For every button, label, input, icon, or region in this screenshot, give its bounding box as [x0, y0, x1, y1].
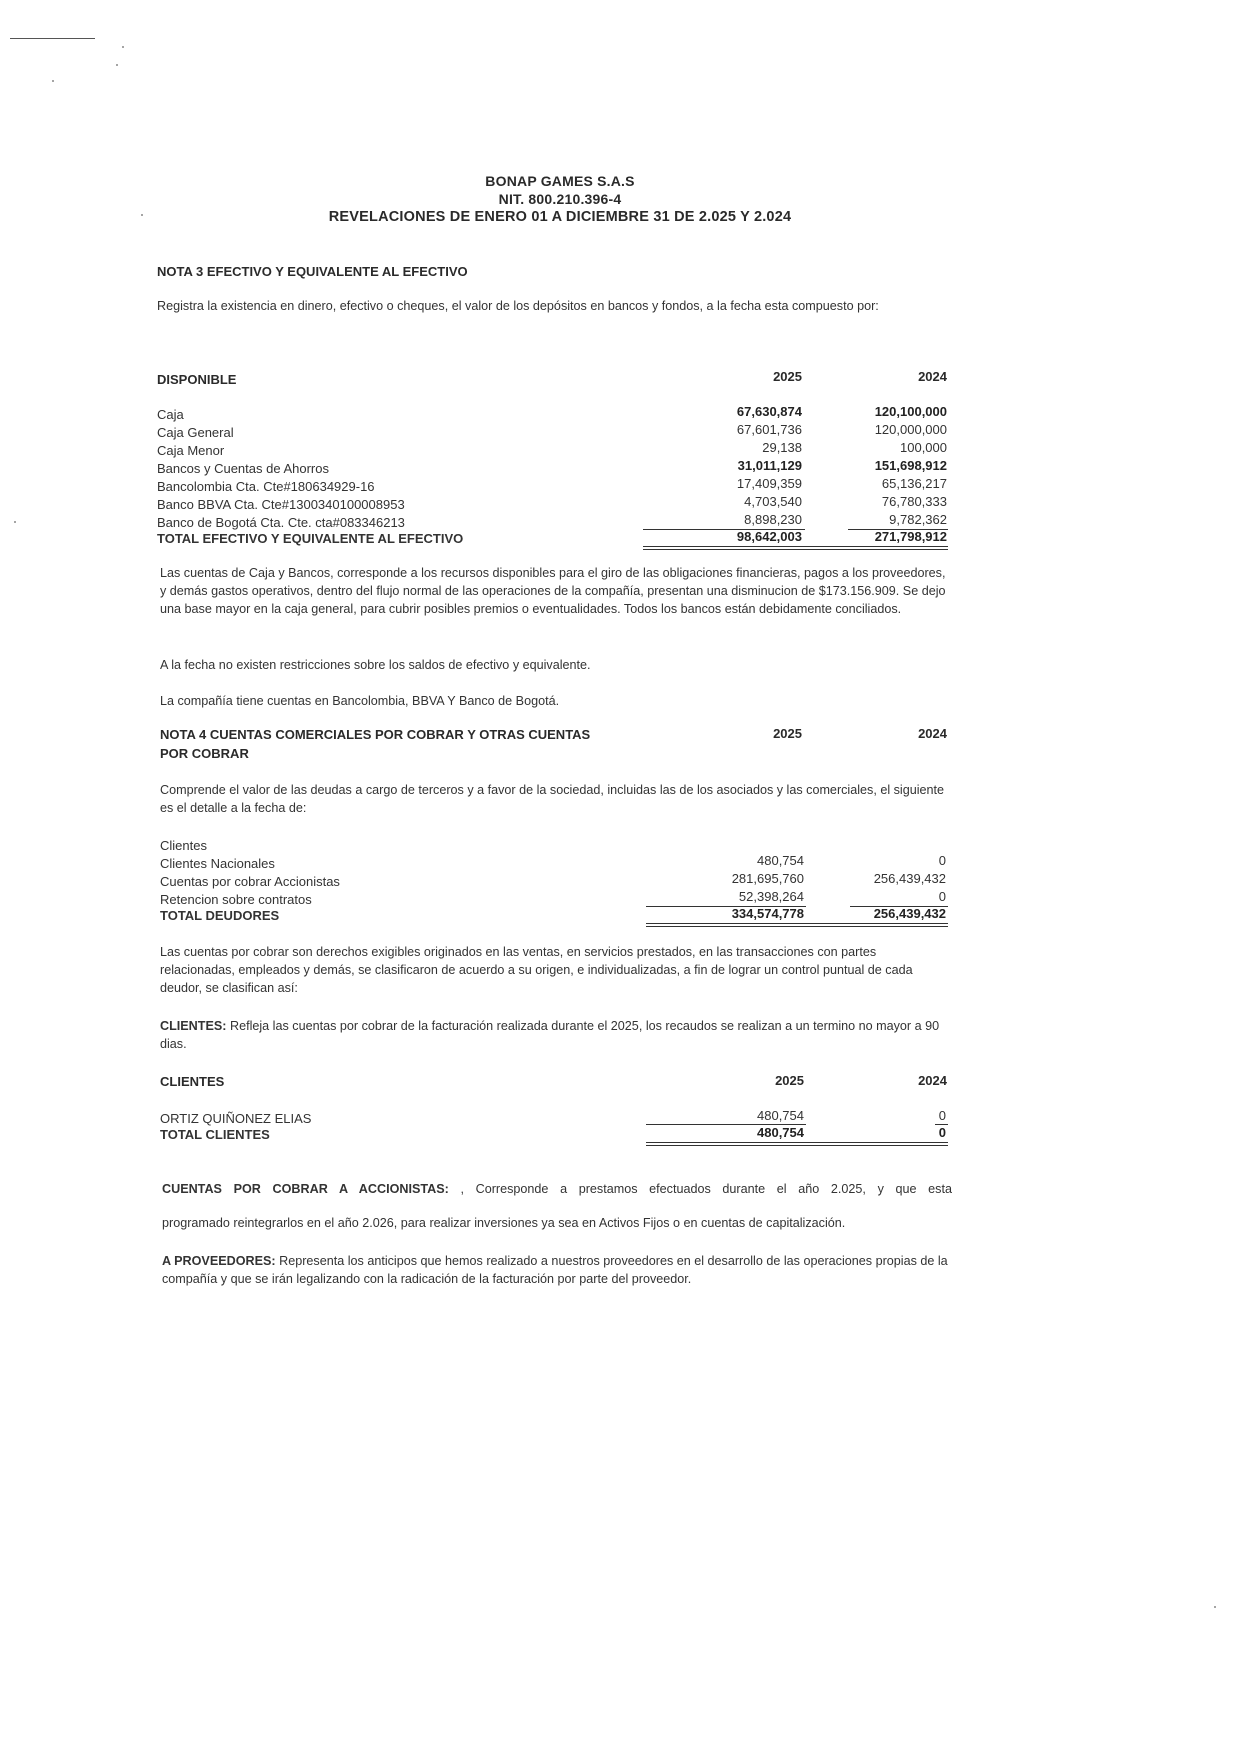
proveedores-label: A PROVEEDORES: [162, 1254, 276, 1268]
table-cell-2024: 65,136,217 [881, 476, 947, 491]
proveedores-description [162, 1252, 952, 1288]
nota4-intro: Comprende el valor de las deudas a cargo de terceros y a favor de la sociedad, incluidas las de los asociados y las comerciales, el siguiente es el detalle a la fecha de: [160, 783, 945, 815]
table-row-label: Caja Menor [157, 443, 225, 458]
table-cell-2025: 29,138 [762, 440, 802, 455]
table-row-label: Cuentas por cobrar Accionistas [160, 874, 340, 889]
nota3-intro: Registra la existencia en dinero, efectivo o cheques, el valor de los depósitos en bancos y fondos, a la fecha esta compuesto por: [157, 299, 879, 313]
nota3-year-2024: 2024 [918, 369, 947, 384]
nota3-paragraph: A la fecha no existen restricciones sobre los saldos de efectivo y equivalente. [160, 658, 591, 672]
table-row-label: ORTIZ QUIÑONEZ ELIAS [160, 1111, 312, 1126]
total-double-rule [646, 926, 948, 927]
company-nit: NIT. 800.210.396-4 [498, 191, 622, 207]
nota4-year-2025: 2025 [773, 726, 802, 741]
table-row-label: Banco BBVA Cta. Cte#1300340100008953 [157, 497, 405, 512]
table-cell-2025: 4,703,540 [744, 494, 802, 509]
table-cell-2025: 17,409,359 [736, 476, 802, 491]
table-total-label: TOTAL EFECTIVO Y EQUIVALENTE AL EFECTIVO [157, 531, 464, 546]
nota3-year-2025: 2025 [773, 369, 802, 384]
table-cell-2025: 31,011,129 [737, 458, 802, 473]
table-cell-2024: 151,698,912 [874, 458, 947, 473]
table-total-2025: 480,754 [757, 1125, 804, 1140]
table-cell-2024: 0 [938, 889, 946, 904]
table-cell-2024: 0 [938, 853, 946, 868]
total-double-rule [646, 1142, 948, 1143]
table-cell-2024: 9,782,362 [889, 512, 947, 527]
clientes-year-2024: 2024 [918, 1073, 947, 1088]
table-row-label: Bancos y Cuentas de Ahorros [157, 461, 329, 476]
accionistas-text-line2: programado reintegrarlos en el año 2.026, para realizar inversiones ya sea en Activos Fijos o en cuentas de capitalización. [162, 1216, 846, 1230]
clientes-table-label: CLIENTES [160, 1074, 225, 1089]
table-row-label: Bancolombia Cta. Cte#180634929-16 [157, 479, 375, 494]
scan-speck [14, 521, 16, 523]
table-total-2025: 98,642,003 [736, 529, 802, 544]
total-double-rule [643, 546, 948, 547]
total-double-rule [646, 923, 948, 924]
table-row-label: Banco de Bogotá Cta. Cte. cta#083346213 [157, 515, 405, 530]
table-group-label: Clientes [160, 838, 207, 853]
nota3-title: NOTA 3 EFECTIVO Y EQUIVALENTE AL EFECTIVO [157, 264, 468, 279]
nota4-paragraph: Las cuentas por cobrar son derechos exigibles originados en las ventas, en servicios prestados, en las transacciones con partes relacionadas, empleados y demás, se clasificaron de acuerdo a su origen, e individualizadas, a fin de lograr un control puntual de cada deudor, se clasifican así: [160, 945, 913, 995]
table-total-label: TOTAL CLIENTES [160, 1127, 270, 1142]
accionistas-description [162, 1180, 952, 1198]
proveedores-text: Representa los anticipos que hemos realizado a nuestros proveedores en el desarrollo de las operaciones propias de la compañía y que se irán legalizando con la radicación de la facturación por parte del proveedor. [162, 1254, 948, 1286]
scan-speck [122, 46, 124, 48]
table-total-2024: 0 [938, 1125, 946, 1140]
clientes-text: Refleja las cuentas por cobrar de la facturación realizada durante el 2025, los recaudos se realizan a un termino no mayor a 90 dias. [160, 1019, 940, 1051]
nota3-paragraph: Las cuentas de Caja y Bancos, corresponde a los recursos disponibles para el giro de las obligaciones financieras, pagos a los proveedores, y demás gastos operativos, dentro del flujo normal de las operaciones de la compañía, presentan una disminucion de $173.156.909. Se dejo una base mayor en la caja general, para cubrir posibles premios o eventualidades. Todos los bancos están debidamente conciliados. [160, 566, 946, 616]
report-period: REVELACIONES DE ENERO 01 A DICIEMBRE 31 DE 2.025 Y 2.024 [328, 209, 792, 225]
table-cell-2024: 256,439,432 [873, 871, 946, 886]
table-total-label: TOTAL DEUDORES [160, 908, 280, 923]
table-cell-2025: 480,754 [757, 853, 804, 868]
nota4-title-line2: POR COBRAR [160, 746, 249, 761]
nota3-paragraph: La compañía tiene cuentas en Bancolombia, BBVA Y Banco de Bogotá. [160, 694, 560, 708]
scan-speck [52, 80, 54, 82]
table-cell-2024: 0 [938, 1108, 946, 1123]
scan-speck [116, 64, 118, 66]
table-row-label: Clientes Nacionales [160, 856, 275, 871]
table-total-2025: 334,574,778 [731, 906, 804, 921]
table-row-label: Caja [157, 407, 184, 422]
table-cell-2025: 480,754 [757, 1108, 804, 1123]
clientes-label: CLIENTES: [160, 1019, 227, 1033]
table-cell-2025: 67,630,874 [736, 404, 802, 419]
table-cell-2024: 100,000 [900, 440, 947, 455]
total-double-rule [646, 1145, 948, 1146]
table-total-2024: 271,798,912 [874, 529, 947, 544]
accionistas-label: CUENTAS POR COBRAR A ACCIONISTAS: [162, 1182, 449, 1196]
table-cell-2024: 76,780,333 [881, 494, 947, 509]
clientes-year-2025: 2025 [775, 1073, 804, 1088]
clientes-description [160, 1017, 952, 1053]
company-name: BONAP GAMES S.A.S [485, 173, 635, 189]
table-total-2024: 256,439,432 [873, 906, 946, 921]
table-cell-2025: 8,898,230 [744, 512, 802, 527]
table-cell-2024: 120,000,000 [874, 422, 947, 437]
nota4-title: NOTA 4 CUENTAS COMERCIALES POR COBRAR Y OTRAS CUENTAS [160, 727, 591, 742]
table-cell-2024: 120,100,000 [874, 404, 947, 419]
table-row-label: Retencion sobre contratos [160, 892, 312, 907]
scan-artifact-line [10, 38, 95, 39]
table-cell-2025: 281,695,760 [731, 871, 804, 886]
nota3-section-label: DISPONIBLE [157, 372, 237, 387]
nota4-year-2024: 2024 [918, 726, 947, 741]
accionistas-text: , Corresponde a prestamos efectuados durante el año 2.025, y que esta [448, 1182, 952, 1196]
table-cell-2025: 67,601,736 [736, 422, 802, 437]
table-row-label: Caja General [157, 425, 234, 440]
total-double-rule [643, 549, 948, 550]
table-cell-2025: 52,398,264 [738, 889, 804, 904]
scan-speck [1214, 1606, 1216, 1608]
